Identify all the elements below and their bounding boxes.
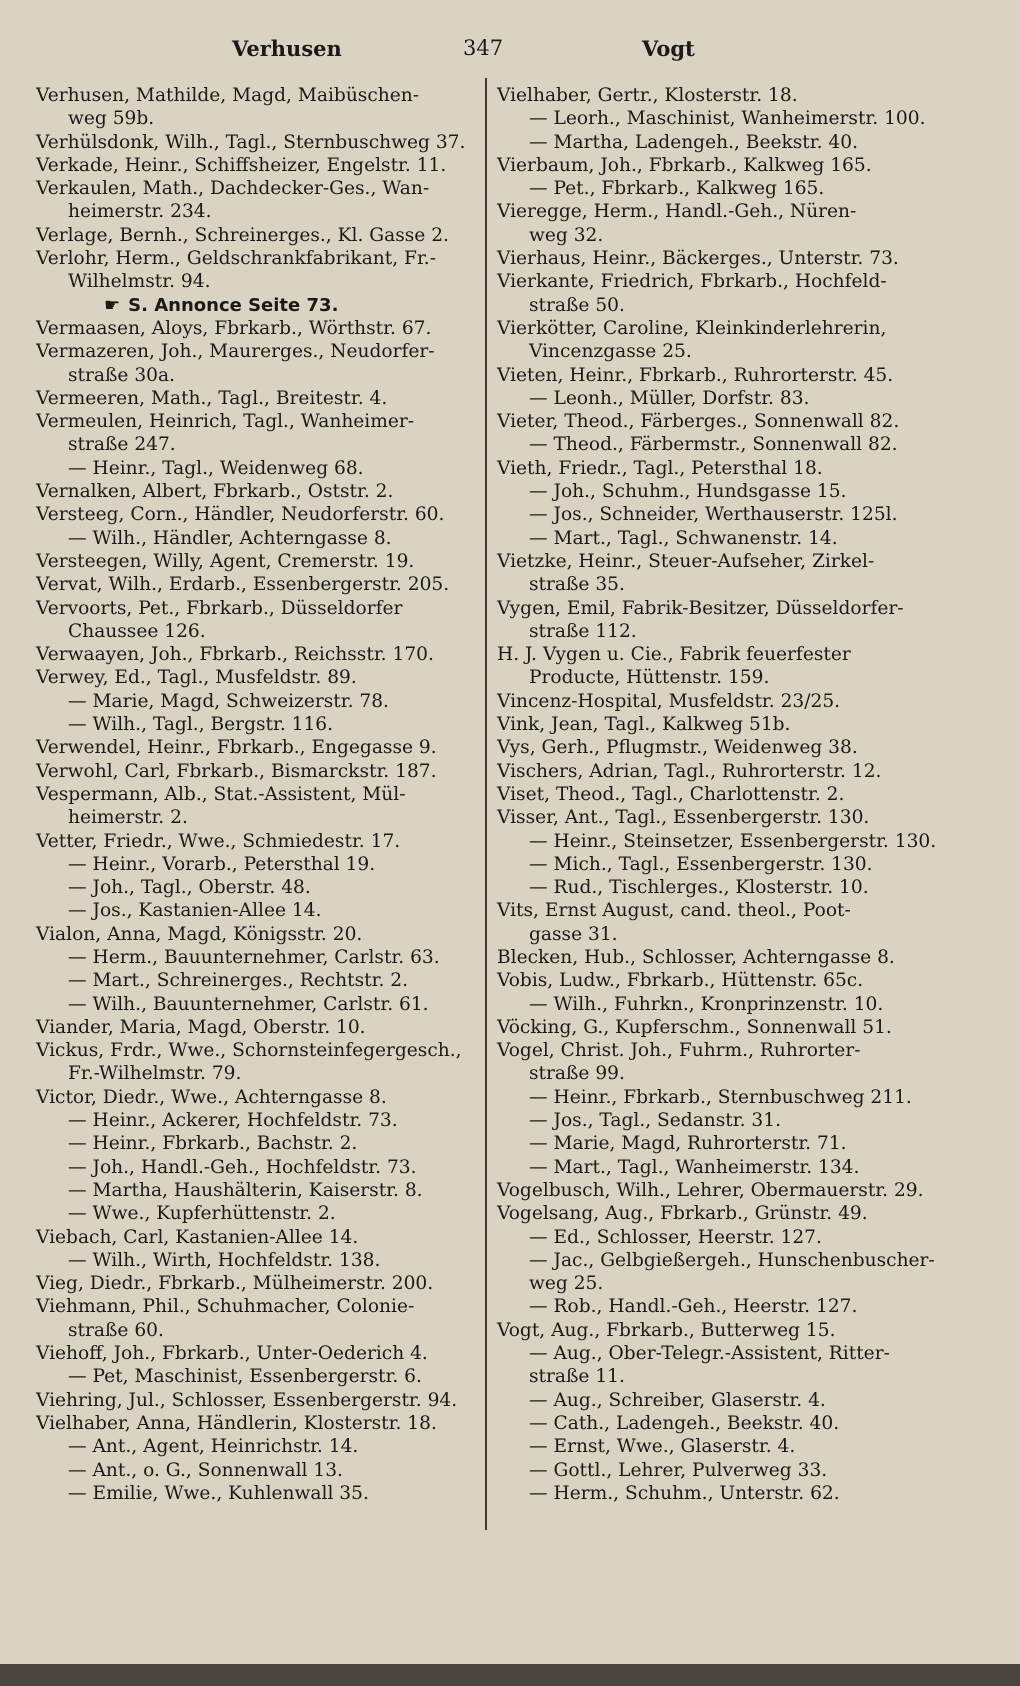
entry-continuation: weg 59b. (68, 108, 155, 130)
directory-entry: Verhusen, Mathilde, Magd, Maibüschen- (36, 85, 419, 106)
entry-continuation: — Herm., Bauunternehmer, Carlstr. 63. (68, 946, 440, 968)
directory-entry: Vierhaus, Heinr., Bäckerges., Unterstr. 73. (497, 248, 899, 270)
entry-continuation: — Theod., Färbermstr., Sonnenwall 82. (529, 434, 898, 456)
entry-continuation: — Jos., Kastanien-Allee 14. (68, 900, 322, 922)
running-head-left: Verhusen (232, 36, 342, 61)
entry-continuation: — Gottl., Lehrer, Pulverweg 33. (529, 1459, 828, 1481)
entry-continuation: — Leorh., Maschinist, Wanheimerstr. 100. (529, 108, 926, 130)
directory-entry: Vischers, Adrian, Tagl., Ruhrorterstr. 12. (497, 760, 882, 782)
directory-entry: Viehoff, Joh., Fbrkarb., Unter-Oederich 4. (36, 1343, 428, 1365)
entry-continuation: Fr.-Wilhelmstr. 79. (68, 1063, 242, 1085)
left-column (36, 84, 466, 1505)
directory-entry: Vermaasen, Aloys, Fbrkarb., Wörthstr. 67. (36, 317, 432, 339)
entry-continuation: — Pet, Maschinist, Essenbergerstr. 6. (68, 1366, 422, 1388)
directory-entry: Vieth, Friedr., Tagl., Petersthal 18. (497, 457, 823, 479)
entry-continuation: — Heinr., Ackerer, Hochfeldstr. 73. (68, 1110, 398, 1132)
directory-entry: Vogelsang, Aug., Fbrkarb., Grünstr. 49. (497, 1203, 868, 1225)
directory-entry: Vincenz-Hospital, Musfeldstr. 23/25. (497, 690, 841, 712)
directory-entry: Verwaayen, Joh., Fbrkarb., Reichsstr. 170. (36, 644, 434, 666)
entry-continuation: — Jos., Tagl., Sedanstr. 31. (529, 1110, 782, 1132)
directory-entry: Vogt, Aug., Fbrkarb., Butterweg 15. (497, 1319, 836, 1341)
entry-continuation: straße 50. (529, 294, 625, 316)
entry-continuation: — Aug., Ober-Telegr.-Assistent, Ritter- (529, 1343, 890, 1365)
directory-entry: Versteegen, Willy, Agent, Cremerstr. 19. (36, 550, 415, 572)
right-column (497, 84, 937, 1505)
directory-entry: Verwohl, Carl, Fbrkarb., Bismarckstr. 187. (36, 760, 437, 782)
directory-entry: Vieg, Diedr., Fbrkarb., Mülheimerstr. 200. (36, 1273, 434, 1295)
entry-continuation: — Marie, Magd, Schweizerstr. 78. (68, 690, 389, 712)
entry-continuation: Producte, Hüttenstr. 159. (529, 667, 770, 689)
directory-entry: Vierkante, Friedrich, Fbrkarb., Hochfeld- (497, 271, 887, 293)
entry-continuation: — Ant., o. G., Sonnenwall 13. (68, 1459, 343, 1481)
entry-continuation: — Rud., Tischlerges., Klosterstr. 10. (529, 877, 869, 899)
entry-continuation: — Marie, Magd, Ruhrorterstr. 71. (529, 1133, 847, 1155)
entry-continuation: — Joh., Tagl., Oberstr. 48. (68, 877, 311, 899)
entry-continuation: heimerstr. 234. (68, 201, 212, 223)
directory-entry: Verhülsdonk, Wilh., Tagl., Sternbuschweg 37. (36, 131, 466, 153)
entry-continuation: — Mart., Tagl., Schwanenstr. 14. (529, 527, 838, 549)
directory-entry: Verkade, Heinr., Schiffsheizer, Engelstr. 11. (36, 154, 447, 176)
entry-continuation: — Wilh., Händler, Achterngasse 8. (68, 527, 392, 549)
directory-entry: Vits, Ernst August, cand. theol., Poot- (497, 900, 851, 922)
page-number: 347 (463, 36, 504, 60)
entry-continuation: straße 247. (68, 434, 176, 456)
directory-entry: Verwendel, Heinr., Fbrkarb., Engegasse 9. (36, 737, 437, 759)
annonce-text: S. Annonce Seite 73. (128, 294, 339, 316)
running-head-right: Vogt (642, 36, 695, 61)
page-header (0, 36, 1020, 66)
directory-entry: Vierbaum, Joh., Fbrkarb., Kalkweg 165. (497, 154, 872, 176)
directory-entry: Verlohr, Herm., Geldschrankfabrikant, Fr.- (36, 248, 436, 270)
entry-continuation: — Ant., Agent, Heinrichstr. 14. (68, 1436, 359, 1458)
entry-continuation: weg 32. (529, 224, 604, 246)
directory-entry: Viehring, Jul., Schlosser, Essenbergerstr. 94. (36, 1389, 458, 1411)
directory-entry: Vink, Jean, Tagl., Kalkweg 51b. (497, 714, 791, 736)
directory-entry: Vogel, Christ. Joh., Fuhrm., Ruhrorter- (497, 1040, 861, 1062)
entry-continuation: straße 99. (529, 1063, 625, 1085)
entry-continuation: — Aug., Schreiber, Glaserstr. 4. (529, 1389, 826, 1411)
directory-entry: Vervoorts, Pet., Fbrkarb., Düsseldorfer (36, 597, 403, 619)
directory-entry: Vermeeren, Math., Tagl., Breitestr. 4. (36, 387, 388, 409)
entry-continuation: — Joh., Schuhm., Hundsgasse 15. (529, 481, 847, 503)
entry-continuation: — Heinr., Fbrkarb., Sternbuschweg 211. (529, 1086, 912, 1108)
directory-entry: Vogelbusch, Wilh., Lehrer, Obermauerstr. 29. (497, 1179, 924, 1201)
entry-continuation: — Mich., Tagl., Essenbergerstr. 130. (529, 853, 873, 875)
annonce-reference (36, 294, 466, 317)
directory-entry: Vöcking, G., Kupferschm., Sonnenwall 51. (497, 1016, 892, 1038)
directory-entry: Vielhaber, Anna, Händlerin, Klosterstr. 18. (36, 1412, 437, 1434)
entry-continuation: — Martha, Ladengeh., Beekstr. 40. (529, 131, 858, 153)
entry-continuation: Wilhelmstr. 94. (68, 271, 211, 293)
directory-entry: Vervat, Wilh., Erdarb., Essenbergerstr. 205. (36, 574, 450, 596)
directory-entry: Vieregge, Herm., Handl.-Geh., Nüren- (497, 201, 857, 223)
entry-continuation: — Cath., Ladengeh., Beekstr. 40. (529, 1412, 840, 1434)
entry-continuation: straße 60. (68, 1319, 164, 1341)
entry-continuation: — Rob., Handl.-Geh., Heerstr. 127. (529, 1296, 858, 1318)
directory-entry: Vierkötter, Caroline, Kleinkinderlehrerin, (497, 317, 887, 339)
directory-entry: Verlage, Bernh., Schreinerges., Kl. Gasse 2. (36, 224, 449, 246)
directory-entry: Viander, Maria, Magd, Oberstr. 10. (36, 1016, 366, 1038)
entry-continuation: gasse 31. (529, 923, 618, 945)
directory-entry: Verkaulen, Math., Dachdecker-Ges., Wan- (36, 178, 430, 200)
directory-entry: Vernalken, Albert, Fbrkarb., Oststr. 2. (36, 481, 394, 503)
directory-entry: Viehmann, Phil., Schuhmacher, Colonie- (36, 1296, 415, 1318)
entry-continuation: straße 112. (529, 620, 637, 642)
column-divider (485, 78, 487, 1530)
entry-continuation: — Emilie, Wwe., Kuhlenwall 35. (68, 1482, 369, 1504)
directory-entry: Vialon, Anna, Magd, Königsstr. 20. (36, 923, 363, 945)
entry-continuation: — Wilh., Bauunternehmer, Carlstr. 61. (68, 993, 429, 1015)
entry-continuation: straße 30a. (68, 364, 175, 386)
entry-continuation: — Martha, Haushälterin, Kaiserstr. 8. (68, 1179, 423, 1201)
pointing-hand-icon: ☛ (104, 294, 121, 316)
entry-continuation: Chaussee 126. (68, 620, 206, 642)
directory-entry: Vieter, Theod., Färberges., Sonnenwall 82. (497, 411, 900, 433)
directory-entry: Versteeg, Corn., Händler, Neudorferstr. 60. (36, 504, 445, 526)
entry-continuation: — Ed., Schlosser, Heerstr. 127. (529, 1226, 822, 1248)
entry-continuation: weg 25. (529, 1273, 604, 1295)
directory-entry: Vickus, Frdr., Wwe., Schornsteinfegergesch., (36, 1040, 462, 1062)
directory-entry: Vieten, Heinr., Fbrkarb., Ruhrorterstr. 45. (497, 364, 894, 386)
entry-continuation: — Pet., Fbrkarb., Kalkweg 165. (529, 178, 825, 200)
entry-continuation: — Mart., Schreinerges., Rechtstr. 2. (68, 970, 409, 992)
directory-entry: Vespermann, Alb., Stat.-Assistent, Mül- (36, 783, 406, 805)
page-bottom-edge (0, 1664, 1020, 1686)
directory-entry: Blecken, Hub., Schlosser, Achterngasse 8. (497, 946, 895, 968)
directory-entry: Viebach, Carl, Kastanien-Allee 14. (36, 1226, 359, 1248)
entry-continuation: Vincenzgasse 25. (529, 341, 692, 363)
entry-continuation: — Wilh., Fuhrkn., Kronprinzenstr. 10. (529, 993, 884, 1015)
directory-entry: Vietzke, Heinr., Steuer-Aufseher, Zirkel- (497, 550, 875, 572)
entry-continuation: — Ernst, Wwe., Glaserstr. 4. (529, 1436, 796, 1458)
directory-entry: Vobis, Ludw., Fbrkarb., Hüttenstr. 65c. (497, 970, 864, 992)
entry-continuation: — Heinr., Vorarb., Petersthal 19. (68, 853, 376, 875)
directory-entry: Vygen, Emil, Fabrik-Besitzer, Düsseldorfer- (497, 597, 904, 619)
directory-entry: Victor, Diedr., Wwe., Achterngasse 8. (36, 1086, 387, 1108)
entry-continuation: straße 35. (529, 574, 625, 596)
entry-continuation: — Wwe., Kupferhüttenstr. 2. (68, 1203, 336, 1225)
entry-continuation: — Heinr., Fbrkarb., Bachstr. 2. (68, 1133, 358, 1155)
directory-entry: H. J. Vygen u. Cie., Fabrik feuerfester (497, 644, 851, 666)
entry-continuation: — Wilh., Wirth, Hochfeldstr. 138. (68, 1249, 381, 1271)
directory-entry: Verwey, Ed., Tagl., Musfeldstr. 89. (36, 667, 357, 689)
entry-continuation: — Jos., Schneider, Werthauserstr. 125l. (529, 504, 898, 526)
entry-continuation: — Herm., Schuhm., Unterstr. 62. (529, 1482, 840, 1504)
entry-continuation: heimerstr. 2. (68, 807, 188, 829)
directory-entry: Vermeulen, Heinrich, Tagl., Wanheimer- (36, 411, 415, 433)
directory-entry: Vermazeren, Joh., Maurerges., Neudorfer- (36, 341, 435, 363)
entry-continuation: — Joh., Handl.-Geh., Hochfeldstr. 73. (68, 1156, 417, 1178)
entry-continuation: straße 11. (529, 1366, 625, 1388)
entry-continuation: — Heinr., Tagl., Weidenweg 68. (68, 457, 364, 479)
directory-entry: Vetter, Friedr., Wwe., Schmiedestr. 17. (36, 830, 401, 852)
directory-entry: Vielhaber, Gertr., Klosterstr. 18. (497, 85, 798, 106)
entry-continuation: — Leonh., Müller, Dorfstr. 83. (529, 387, 810, 409)
directory-entry: Vys, Gerh., Pflugmstr., Weidenweg 38. (497, 737, 858, 759)
entry-continuation: — Wilh., Tagl., Bergstr. 116. (68, 714, 334, 736)
entry-continuation: — Jac., Gelbgießergeh., Hunschenbuscher- (529, 1249, 935, 1271)
directory-entry: Viset, Theod., Tagl., Charlottenstr. 2. (497, 783, 845, 805)
entry-continuation: — Heinr., Steinsetzer, Essenbergerstr. 130. (529, 830, 937, 852)
directory-entry: Visser, Ant., Tagl., Essenbergerstr. 130. (497, 807, 870, 829)
entry-continuation: — Mart., Tagl., Wanheimerstr. 134. (529, 1156, 860, 1178)
